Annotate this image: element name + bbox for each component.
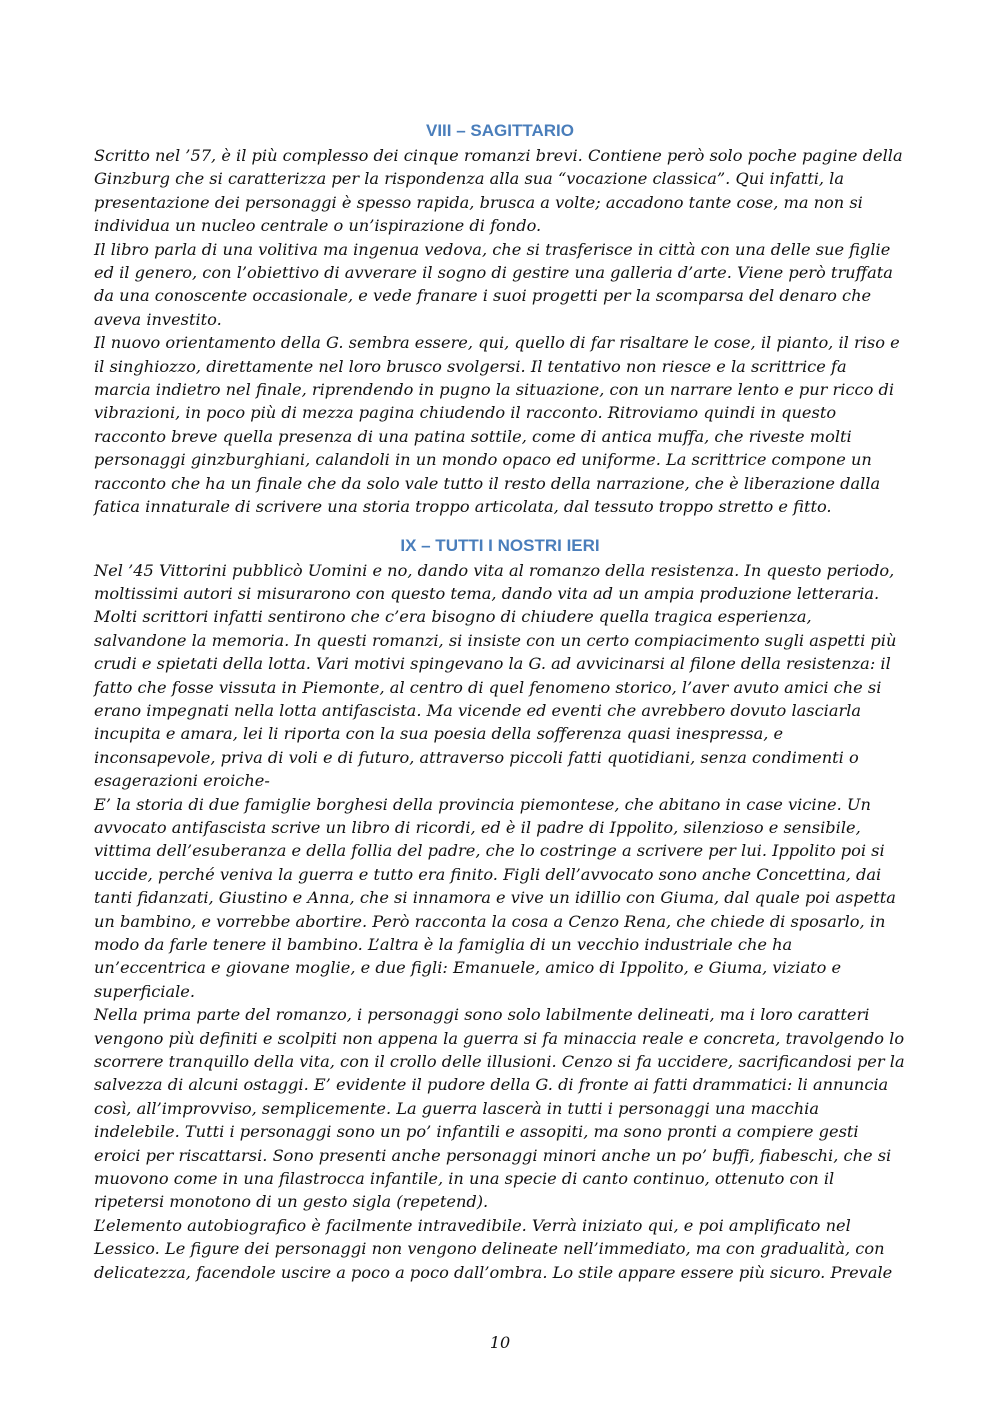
paragraph: Scritto nel ’57, è il più complesso dei cinque romanzi brevi. Contiene però solo poche pagine della Ginzburg che si caratterizza per la rispondenza alla sua “vocazione classica”. Qui infatti, la presentazione dei personaggi è spesso rapida, brusca a volte; accadono tante cose, ma non si individua un nucleo centrale o un’ispirazione di fondo. bbox=[94, 146, 903, 236]
paragraph: Nel ’45 Vittorini pubblicò Uomini e no, dando vita al romanzo della resistenza. In questo periodo, moltissimi autori si misurarono con questo tema, dando vita ad un ampia produzione letteraria. Molti scrittori infatti sentirono che c’era bisogno di chiudere quella tragica esperienza, salvandone la memoria. In questi romanzi, si insiste con un certo compiacimento sugli aspetti più crudi e spietati della lotta. Vari motivi spingevano la G. ad avvicinarsi al filone della resistenza: il fatto che fosse vissuta in Piemonte, al centro di quel fenomeno storico, l’aver avuto amici che si erano impegnati nella lotta antifascista. Ma vicende ed eventi che avrebbero dovuto lasciarla incupita e amara, lei li riporta con la sua poesia della sofferenza quasi inespressa, e inconsapevole, priva di voli e di futuro, attraverso piccoli fatti quotidiani, senza condimenti o esagerazioni eroiche- bbox=[94, 560, 897, 791]
paragraph: Il nuovo orientamento della G. sembra essere, qui, quello di far risaltare le cose, il pianto, il riso e il singhiozzo, direttamente nel loro brusco svolgersi. Il tentativo non riesce e la scrittrice fa marcia indietro nel finale, riprendendo in pugno la situazione, con un narrare lento e pur ricco di vibrazioni, in poco più di mezza pagina chiudendo il racconto. Ritroviamo quindi in questo racconto breve quella presenza di una patina sottile, come di antica muffa, che riveste molti personaggi ginzburghiani, calandoli in un mondo opaco ed uniforme. La scrittrice compone un racconto che ha un finale che da solo vale tutto il resto della narrazione, che è liberazione dalla fatica innaturale di scrivere una storia troppo articolata, dal tessuto troppo stretto e fitto. bbox=[94, 333, 900, 517]
paragraph: Il libro parla di una volitiva ma ingenua vedova, che si trasferisce in città con una delle sue figlie ed il genero, con l’obiettivo di avverare il sogno di gestire una galleria d’arte. Viene però truffata da una conoscente occasionale, e vede franare i suoi progetti per la scomparsa del denaro che aveva investito. bbox=[94, 239, 893, 329]
paragraph: L’elemento autobiografico è facilmente intravedibile. Verrà iniziato qui, e poi amplificato nel Lessico. Le figure dei personaggi non vengono delineate nell’immediato, ma con gradualità, con delicatezza, facendole uscire a poco a poco dall’ombra. Lo stile appare essere più sicuro. Prevale bbox=[94, 1215, 893, 1282]
page-number: 10 bbox=[489, 1333, 511, 1352]
paragraph: Nella prima parte del romanzo, i personaggi sono solo labilmente delineati, ma i loro caratteri vengono più definiti e scolpiti non appena la guerra si fa minaccia reale e concreta, travolgendo lo scorrere tranquillo della vita, con il crollo delle illusioni. Cenzo si fa uccidere, sacrificandosi per la salvezza di alcuni ostaggi. E’ evidente il pudore della G. di fronte ai fatti drammatici: li annuncia così, all’improvviso, semplicemente. La guerra lascerà in tutti i personaggi una macchia indelebile. Tutti i personaggi sono un po’ infantili e assopiti, ma sono pronti a compiere gesti eroici per riscattarsi. Sono presenti anche personaggi minori anche un po’ buffi, fiabeschi, che si muovono come in una filastrocca infantile, in una specie di canto continuo, ottenuto con il ripetersi monotono di un gesto sigla (repetend). bbox=[94, 1005, 905, 1212]
section-title-tutti-i-nostri-ieri: IX – TUTTI I NOSTRI IERI bbox=[400, 535, 600, 555]
section-title-sagittario: VIII – SAGITTARIO bbox=[426, 121, 574, 140]
paragraph: E’ la storia di due famiglie borghesi della provincia piemontese, che abitano in case vicine. Un avvocato antifascista scrive un libro di ricordi, ed è il padre di Ippolito, silenzioso e sensibile, vittima dell’esuberanza e della follia del padre, che lo costringe a scrivere per lui. Ippolito poi si uccide, perché veniva la guerra e tutto era finito. Figli dell’avvocato sono anche Concettina, dai tanti fidanzati, Giustino e Anna, che si innamora e vive un idillio con Giuma, dal quale poi aspetta un bambino, e vorrebbe abortire. Però racconta la cosa a Cenzo Rena, che chiede di sposarlo, in modo da farle tenere il bambino. L’altra è la famiglia di un vecchio industriale che ha un’eccentrica e giovane moglie, e due figli: Emanuele, amico di Ippolito, e Giuma, viziato e superficiale. bbox=[94, 794, 896, 1001]
document-body bbox=[94, 118, 906, 1284]
